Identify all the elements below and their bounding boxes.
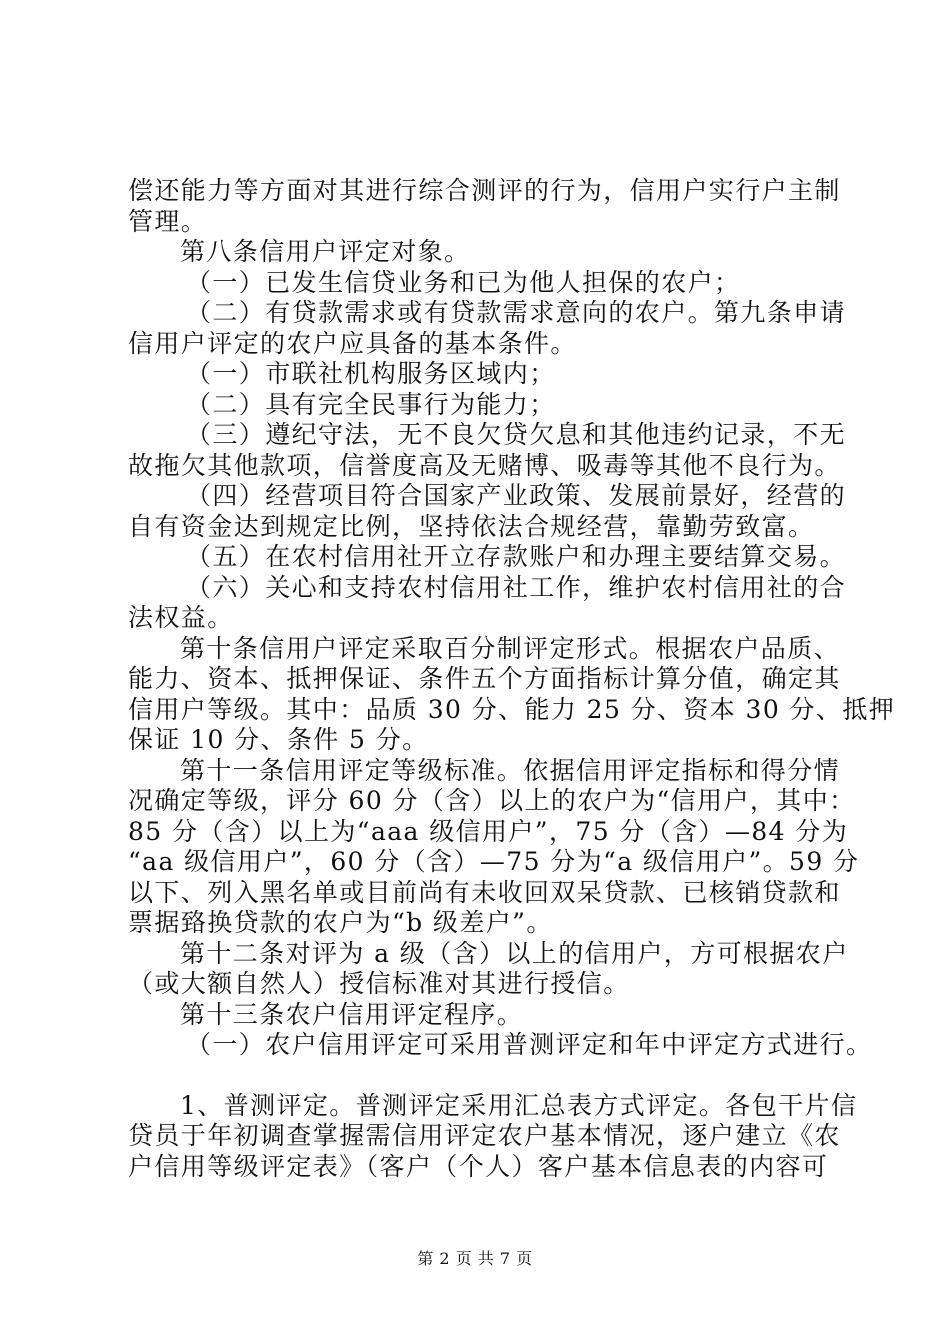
text-line-24: 以下、列入黑名单或目前尚有未收回双呆贷款、已核销贷款和 — [128, 877, 841, 907]
text-line-11: （四）经营项目符合国家产业政策、发展前景好，经营的 — [186, 481, 847, 510]
page-number-footer: 第 2 页 共 7 页 — [417, 1249, 533, 1268]
text-line-22: 85 分（含）以上为“aaa 级信用户”，75 分（含）—84 分为 — [128, 816, 849, 846]
text-line-27: （或大额自然人）授信标准对其进行授信。 — [128, 969, 630, 998]
text-line-15: 法权益。 — [128, 603, 234, 632]
text-line-33: 户信用等级评定表》（客户（个人）客户基本信息表的内容可 — [128, 1151, 829, 1181]
text-line-2: 管理。 — [128, 206, 208, 236]
text-line-6: 信用户评定的农户应具备的基本条件。 — [128, 328, 577, 358]
text-line-12: 自有资金达到规定比例，坚持依法合规经营，靠勤劳致富。 — [128, 511, 815, 541]
text-line-10: 故拖欠其他款项，信誉度高及无赌博、吸毒等其他不良行为。 — [128, 450, 841, 480]
text-line-25: 票据臵换贷款的农户为“b 级差户”。 — [128, 908, 553, 937]
text-line-32: 贷员于年初调查掌握需信用评定农户基本情况，逐户建立《农 — [128, 1121, 841, 1150]
text-line-18: 信用户等级。其中：品质 30 分、能力 25 分、资本 30 分、抵押 — [128, 694, 896, 724]
text-line-26: 第十二条对评为 a 级（含）以上的信用户，方可根据农户 — [180, 938, 849, 968]
text-line-19: 保证 10 分、条件 5 分。 — [128, 725, 429, 754]
text-line-14: （六）关心和支持农村信用社工作，维护农村信用社的合 — [186, 572, 847, 602]
text-line-4: （一）已发生信贷业务和已为他人担保的农户； — [186, 267, 741, 297]
text-line-28: 第十三条农户信用评定程序。 — [180, 999, 524, 1029]
text-line-3: 第八条信用户评定对象。 — [180, 237, 471, 266]
text-line-17: 能力、资本、抵押保证、条件五个方面指标计算分值，确定其 — [128, 664, 841, 693]
text-line-5: （二）有贷款需求或有贷款需求意向的农户。第九条申请 — [186, 298, 847, 327]
text-line-13: （五）在农村信用社开立存款账户和办理主要结算交易。 — [186, 542, 847, 571]
text-line-16: 第十条信用户评定采取百分制评定形式。根据农户品质、 — [180, 633, 841, 663]
text-line-31: 1、普测评定。普测评定采用汇总表方式评定。各包干片信 — [180, 1090, 858, 1120]
text-line-21: 况确定等级，评分 60 分（含）以上的农户为“信用户，其中： — [128, 786, 856, 815]
text-line-8: （二）具有完全民事行为能力； — [186, 389, 556, 419]
text-line-9: （三）遵纪守法，无不良欠贷欠息和其他违约记录，不无 — [186, 420, 847, 449]
text-line-20: 第十一条信用评定等级标准。依据信用评定指标和得分情 — [180, 755, 841, 785]
text-line-7: （一）市联社机构服务区域内； — [186, 359, 556, 388]
text-line-29: （一）农户信用评定可采用普测评定和年中评定方式进行。 — [186, 1030, 873, 1059]
text-line-23: “aa 级信用户”，60 分（含）—75 分为“a 级信用户”。59 分 — [128, 847, 860, 876]
paragraph-gap — [128, 1061, 838, 1091]
document-body — [128, 176, 896, 1182]
text-line-1: 偿还能力等方面对其进行综合测评的行为，信用户实行户主制 — [128, 176, 841, 205]
